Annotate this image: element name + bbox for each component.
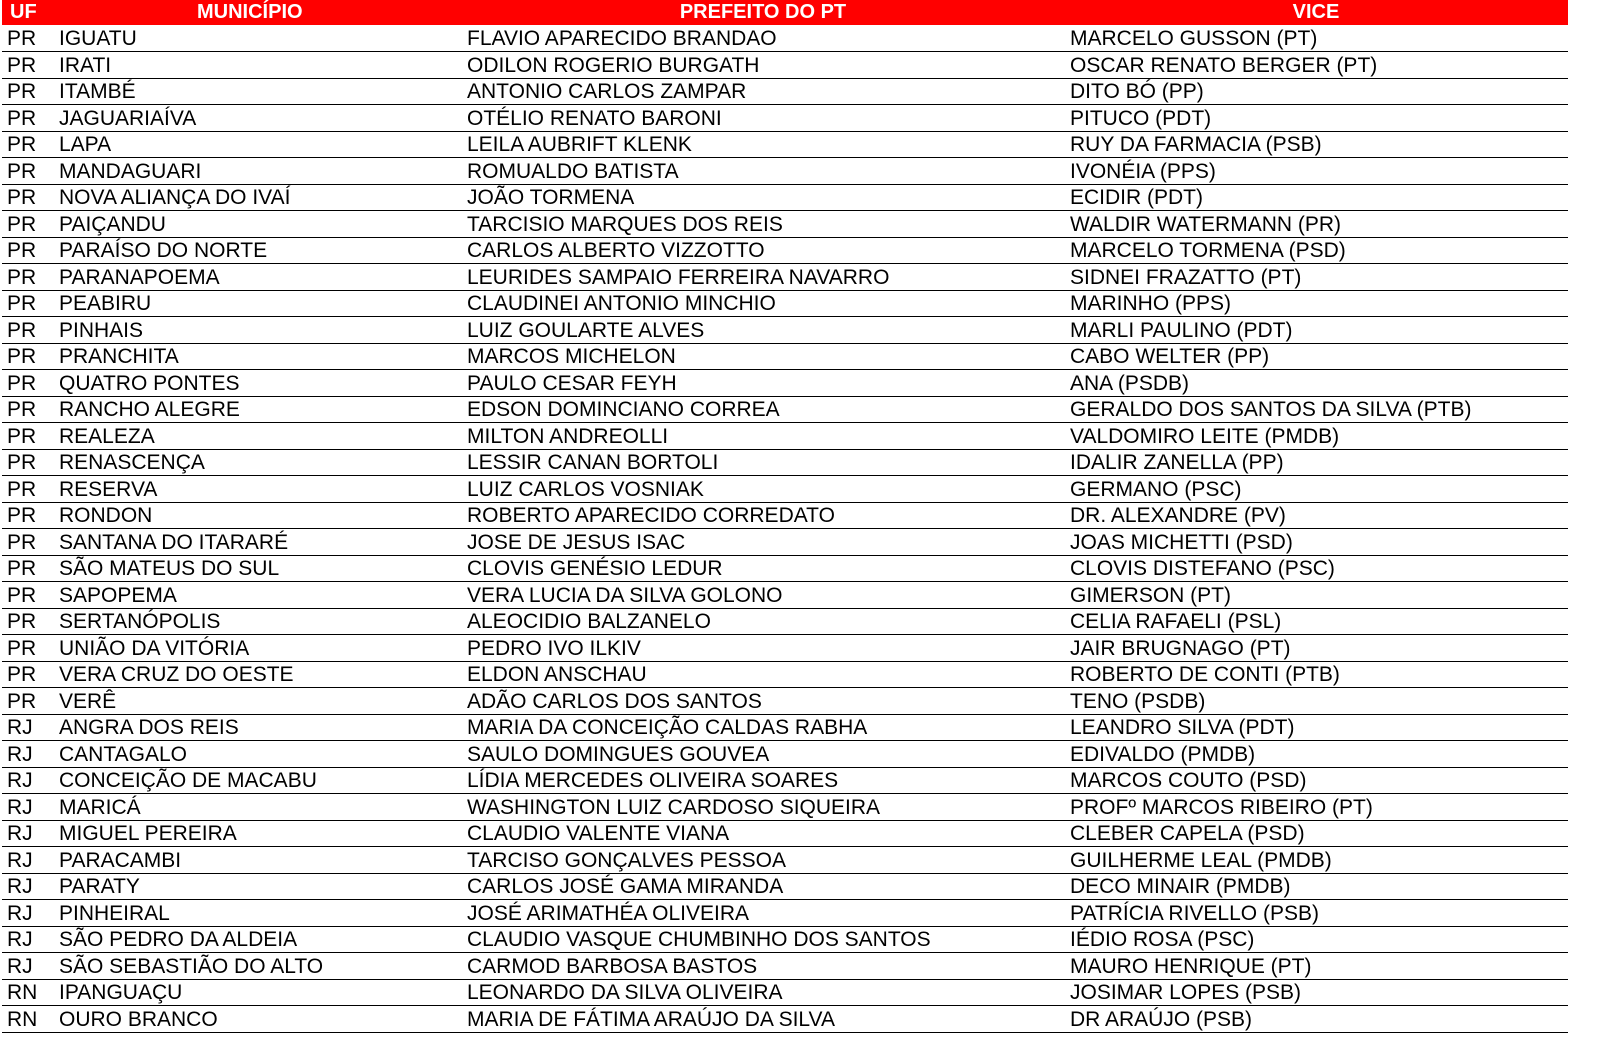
- cell-vice: ANA (PSDB): [1064, 370, 1568, 397]
- table-row: [2, 211, 1568, 238]
- table-row: [2, 953, 1568, 980]
- cell-vice: DR ARAÚJO (PSB): [1064, 1006, 1568, 1033]
- cell-prefeito: ODILON ROGERIO BURGATH: [462, 52, 1064, 79]
- cell-uf: RJ: [2, 714, 53, 741]
- cell-vice: LEANDRO SILVA (PDT): [1064, 714, 1568, 741]
- cell-uf: RJ: [2, 926, 53, 953]
- table-row: [2, 237, 1568, 264]
- cell-municipio: NOVA ALIANÇA DO IVAÍ: [53, 184, 462, 211]
- cell-vice: MAURO HENRIQUE (PT): [1064, 953, 1568, 980]
- cell-vice: TENO (PSDB): [1064, 688, 1568, 715]
- cell-prefeito: PAULO CESAR FEYH: [462, 370, 1064, 397]
- cell-vice: IDALIR ZANELLA (PP): [1064, 449, 1568, 476]
- cell-prefeito: CLOVIS GENÉSIO LEDUR: [462, 555, 1064, 582]
- cell-vice: PROFº MARCOS RIBEIRO (PT): [1064, 794, 1568, 821]
- table-row: [2, 820, 1568, 847]
- cell-uf: PR: [2, 635, 53, 662]
- cell-prefeito: ELDON ANSCHAU: [462, 661, 1064, 688]
- cell-prefeito: CLAUDINEI ANTONIO MINCHIO: [462, 290, 1064, 317]
- cell-vice: GERALDO DOS SANTOS DA SILVA (PTB): [1064, 396, 1568, 423]
- cell-prefeito: LEURIDES SAMPAIO FERREIRA NAVARRO: [462, 264, 1064, 291]
- table-row: [2, 926, 1568, 953]
- header-prefeito: PREFEITO DO PT: [679, 1, 847, 23]
- table-row: [2, 873, 1568, 900]
- cell-prefeito: ROBERTO APARECIDO CORREDATO: [462, 502, 1064, 529]
- cell-prefeito: ADÃO CARLOS DOS SANTOS: [462, 688, 1064, 715]
- table-row: [2, 264, 1568, 291]
- cell-municipio: UNIÃO DA VITÓRIA: [53, 635, 462, 662]
- cell-vice: DECO MINAIR (PMDB): [1064, 873, 1568, 900]
- cell-municipio: SÃO PEDRO DA ALDEIA: [53, 926, 462, 953]
- cell-uf: PR: [2, 608, 53, 635]
- cell-uf: RN: [2, 979, 53, 1006]
- cell-uf: PR: [2, 423, 53, 450]
- cell-uf: PR: [2, 529, 53, 556]
- cell-municipio: IGUATU: [53, 25, 462, 52]
- cell-prefeito: JOÃO TORMENA: [462, 184, 1064, 211]
- table-row: [2, 688, 1568, 715]
- cell-prefeito: JOSÉ ARIMATHÉA OLIVEIRA: [462, 900, 1064, 927]
- table-row: [2, 582, 1568, 609]
- table-row: [2, 184, 1568, 211]
- cell-municipio: PRANCHITA: [53, 343, 462, 370]
- cell-prefeito: MARCOS MICHELON: [462, 343, 1064, 370]
- cell-municipio: PAIÇANDU: [53, 211, 462, 238]
- cell-uf: PR: [2, 661, 53, 688]
- cell-municipio: MANDAGUARI: [53, 158, 462, 185]
- cell-uf: PR: [2, 343, 53, 370]
- cell-uf: PR: [2, 131, 53, 158]
- cell-municipio: RENASCENÇA: [53, 449, 462, 476]
- cell-prefeito: LÍDIA MERCEDES OLIVEIRA SOARES: [462, 767, 1064, 794]
- cell-uf: PR: [2, 476, 53, 503]
- cell-vice: CELIA RAFAELI (PSL): [1064, 608, 1568, 635]
- cell-municipio: RESERVA: [53, 476, 462, 503]
- table-row: [2, 741, 1568, 768]
- table-row: [2, 794, 1568, 821]
- cell-uf: RJ: [2, 900, 53, 927]
- cell-prefeito: PEDRO IVO ILKIV: [462, 635, 1064, 662]
- cell-vice: JAIR BRUGNAGO (PT): [1064, 635, 1568, 662]
- cell-municipio: SÃO MATEUS DO SUL: [53, 555, 462, 582]
- cell-uf: PR: [2, 237, 53, 264]
- table-body: [2, 25, 1568, 1032]
- cell-uf: PR: [2, 184, 53, 211]
- table-row: [2, 449, 1568, 476]
- cell-uf: PR: [2, 158, 53, 185]
- cell-municipio: SERTANÓPOLIS: [53, 608, 462, 635]
- mayors-table: [2, 0, 1568, 1033]
- cell-vice: PATRÍCIA RIVELLO (PSB): [1064, 900, 1568, 927]
- cell-municipio: SAPOPEMA: [53, 582, 462, 609]
- cell-municipio: IPANGUAÇU: [53, 979, 462, 1006]
- cell-prefeito: WASHINGTON LUIZ CARDOSO SIQUEIRA: [462, 794, 1064, 821]
- cell-municipio: PARACAMBI: [53, 847, 462, 874]
- cell-vice: MARCOS COUTO (PSD): [1064, 767, 1568, 794]
- cell-uf: PR: [2, 78, 53, 105]
- cell-municipio: PEABIRU: [53, 290, 462, 317]
- cell-uf: PR: [2, 211, 53, 238]
- cell-municipio: PARATY: [53, 873, 462, 900]
- cell-prefeito: ANTONIO CARLOS ZAMPAR: [462, 78, 1064, 105]
- cell-prefeito: LUIZ GOULARTE ALVES: [462, 317, 1064, 344]
- cell-vice: CABO WELTER (PP): [1064, 343, 1568, 370]
- cell-vice: OSCAR RENATO BERGER (PT): [1064, 52, 1568, 79]
- cell-uf: PR: [2, 582, 53, 609]
- header-municipio: MUNICÍPIO: [197, 1, 303, 23]
- table-row: [2, 370, 1568, 397]
- cell-municipio: PARAÍSO DO NORTE: [53, 237, 462, 264]
- table-header: [2, 0, 1568, 25]
- cell-prefeito: SAULO DOMINGUES GOUVEA: [462, 741, 1064, 768]
- cell-uf: RJ: [2, 873, 53, 900]
- table-row: [2, 608, 1568, 635]
- cell-prefeito: ALEOCIDIO BALZANELO: [462, 608, 1064, 635]
- cell-vice: ECIDIR (PDT): [1064, 184, 1568, 211]
- cell-uf: PR: [2, 396, 53, 423]
- cell-prefeito: CLAUDIO VASQUE CHUMBINHO DOS SANTOS: [462, 926, 1064, 953]
- cell-municipio: VERA CRUZ DO OESTE: [53, 661, 462, 688]
- cell-prefeito: FLAVIO APARECIDO BRANDAO: [462, 25, 1064, 52]
- table-row: [2, 158, 1568, 185]
- cell-vice: GERMANO (PSC): [1064, 476, 1568, 503]
- table-row: [2, 423, 1568, 450]
- cell-municipio: LAPA: [53, 131, 462, 158]
- cell-uf: PR: [2, 105, 53, 132]
- cell-municipio: PARANAPOEMA: [53, 264, 462, 291]
- cell-municipio: CANTAGALO: [53, 741, 462, 768]
- cell-uf: PR: [2, 25, 53, 52]
- cell-municipio: JAGUARIAÍVA: [53, 105, 462, 132]
- cell-uf: PR: [2, 264, 53, 291]
- cell-prefeito: TARCISO GONÇALVES PESSOA: [462, 847, 1064, 874]
- table-row: [2, 529, 1568, 556]
- table-row: [2, 900, 1568, 927]
- cell-municipio: REALEZA: [53, 423, 462, 450]
- cell-uf: PR: [2, 52, 53, 79]
- cell-uf: PR: [2, 502, 53, 529]
- table-row: [2, 979, 1568, 1006]
- cell-municipio: IRATI: [53, 52, 462, 79]
- cell-prefeito: LESSIR CANAN BORTOLI: [462, 449, 1064, 476]
- cell-vice: JOAS MICHETTI (PSD): [1064, 529, 1568, 556]
- cell-uf: PR: [2, 449, 53, 476]
- cell-municipio: ANGRA DOS REIS: [53, 714, 462, 741]
- table-row: [2, 847, 1568, 874]
- cell-prefeito: EDSON DOMINCIANO CORREA: [462, 396, 1064, 423]
- cell-vice: RUY DA FARMACIA (PSB): [1064, 131, 1568, 158]
- cell-vice: EDIVALDO (PMDB): [1064, 741, 1568, 768]
- cell-uf: PR: [2, 317, 53, 344]
- table-row: [2, 476, 1568, 503]
- cell-vice: SIDNEI FRAZATTO (PT): [1064, 264, 1568, 291]
- cell-prefeito: LUIZ CARLOS VOSNIAK: [462, 476, 1064, 503]
- header-row: [2, 0, 1568, 25]
- cell-municipio: RONDON: [53, 502, 462, 529]
- cell-vice: DR. ALEXANDRE (PV): [1064, 502, 1568, 529]
- cell-uf: PR: [2, 290, 53, 317]
- cell-vice: DITO BÓ (PP): [1064, 78, 1568, 105]
- cell-prefeito: CARLOS JOSÉ GAMA MIRANDA: [462, 873, 1064, 900]
- cell-vice: MARINHO (PPS): [1064, 290, 1568, 317]
- table-row: [2, 661, 1568, 688]
- table-row: [2, 502, 1568, 529]
- cell-uf: RN: [2, 1006, 53, 1033]
- cell-municipio: PINHEIRAL: [53, 900, 462, 927]
- table-row: [2, 635, 1568, 662]
- cell-vice: CLEBER CAPELA (PSD): [1064, 820, 1568, 847]
- table-row: [2, 343, 1568, 370]
- cell-vice: CLOVIS DISTEFANO (PSC): [1064, 555, 1568, 582]
- cell-municipio: QUATRO PONTES: [53, 370, 462, 397]
- cell-prefeito: OTÉLIO RENATO BARONI: [462, 105, 1064, 132]
- table-row: [2, 105, 1568, 132]
- table-row: [2, 714, 1568, 741]
- cell-prefeito: MILTON ANDREOLLI: [462, 423, 1064, 450]
- table-row: [2, 1006, 1568, 1033]
- cell-municipio: MIGUEL PEREIRA: [53, 820, 462, 847]
- cell-municipio: PINHAIS: [53, 317, 462, 344]
- cell-vice: MARCELO GUSSON (PT): [1064, 25, 1568, 52]
- cell-vice: PITUCO (PDT): [1064, 105, 1568, 132]
- table-row: [2, 78, 1568, 105]
- table-row: [2, 52, 1568, 79]
- cell-municipio: SANTANA DO ITARARÉ: [53, 529, 462, 556]
- cell-vice: VALDOMIRO LEITE (PMDB): [1064, 423, 1568, 450]
- cell-vice: MARCELO TORMENA (PSD): [1064, 237, 1568, 264]
- cell-prefeito: CARLOS ALBERTO VIZZOTTO: [462, 237, 1064, 264]
- cell-municipio: VERÊ: [53, 688, 462, 715]
- cell-prefeito: CARMOD BARBOSA BASTOS: [462, 953, 1064, 980]
- table-row: [2, 767, 1568, 794]
- cell-uf: RJ: [2, 794, 53, 821]
- table-row: [2, 396, 1568, 423]
- table-row: [2, 25, 1568, 52]
- table-row: [2, 131, 1568, 158]
- table-row: [2, 317, 1568, 344]
- cell-uf: PR: [2, 370, 53, 397]
- cell-uf: PR: [2, 555, 53, 582]
- table-row: [2, 290, 1568, 317]
- cell-prefeito: VERA LUCIA DA SILVA GOLONO: [462, 582, 1064, 609]
- cell-prefeito: LEONARDO DA SILVA OLIVEIRA: [462, 979, 1064, 1006]
- cell-municipio: MARICÁ: [53, 794, 462, 821]
- cell-municipio: RANCHO ALEGRE: [53, 396, 462, 423]
- header-uf: UF: [10, 1, 37, 23]
- cell-municipio: CONCEIÇÃO DE MACABU: [53, 767, 462, 794]
- cell-vice: ROBERTO DE CONTI (PTB): [1064, 661, 1568, 688]
- cell-prefeito: MARIA DE FÁTIMA ARAÚJO DA SILVA: [462, 1006, 1064, 1033]
- cell-uf: RJ: [2, 953, 53, 980]
- cell-municipio: ITAMBÉ: [53, 78, 462, 105]
- cell-uf: RJ: [2, 741, 53, 768]
- header-vice: VICE: [1292, 1, 1340, 23]
- table-row: [2, 555, 1568, 582]
- cell-vice: MARLI PAULINO (PDT): [1064, 317, 1568, 344]
- cell-uf: RJ: [2, 847, 53, 874]
- cell-municipio: SÃO SEBASTIÃO DO ALTO: [53, 953, 462, 980]
- cell-uf: RJ: [2, 767, 53, 794]
- cell-prefeito: MARIA DA CONCEIÇÃO CALDAS RABHA: [462, 714, 1064, 741]
- cell-prefeito: LEILA AUBRIFT KLENK: [462, 131, 1064, 158]
- cell-vice: GIMERSON (PT): [1064, 582, 1568, 609]
- cell-vice: WALDIR WATERMANN (PR): [1064, 211, 1568, 238]
- cell-uf: PR: [2, 688, 53, 715]
- cell-vice: JOSIMAR LOPES (PSB): [1064, 979, 1568, 1006]
- cell-vice: IÉDIO ROSA (PSC): [1064, 926, 1568, 953]
- cell-municipio: OURO BRANCO: [53, 1006, 462, 1033]
- cell-uf: RJ: [2, 820, 53, 847]
- cell-prefeito: JOSE DE JESUS ISAC: [462, 529, 1064, 556]
- cell-prefeito: TARCISIO MARQUES DOS REIS: [462, 211, 1064, 238]
- cell-vice: IVONÉIA (PPS): [1064, 158, 1568, 185]
- cell-vice: GUILHERME LEAL (PMDB): [1064, 847, 1568, 874]
- cell-prefeito: CLAUDIO VALENTE VIANA: [462, 820, 1064, 847]
- cell-prefeito: ROMUALDO BATISTA: [462, 158, 1064, 185]
